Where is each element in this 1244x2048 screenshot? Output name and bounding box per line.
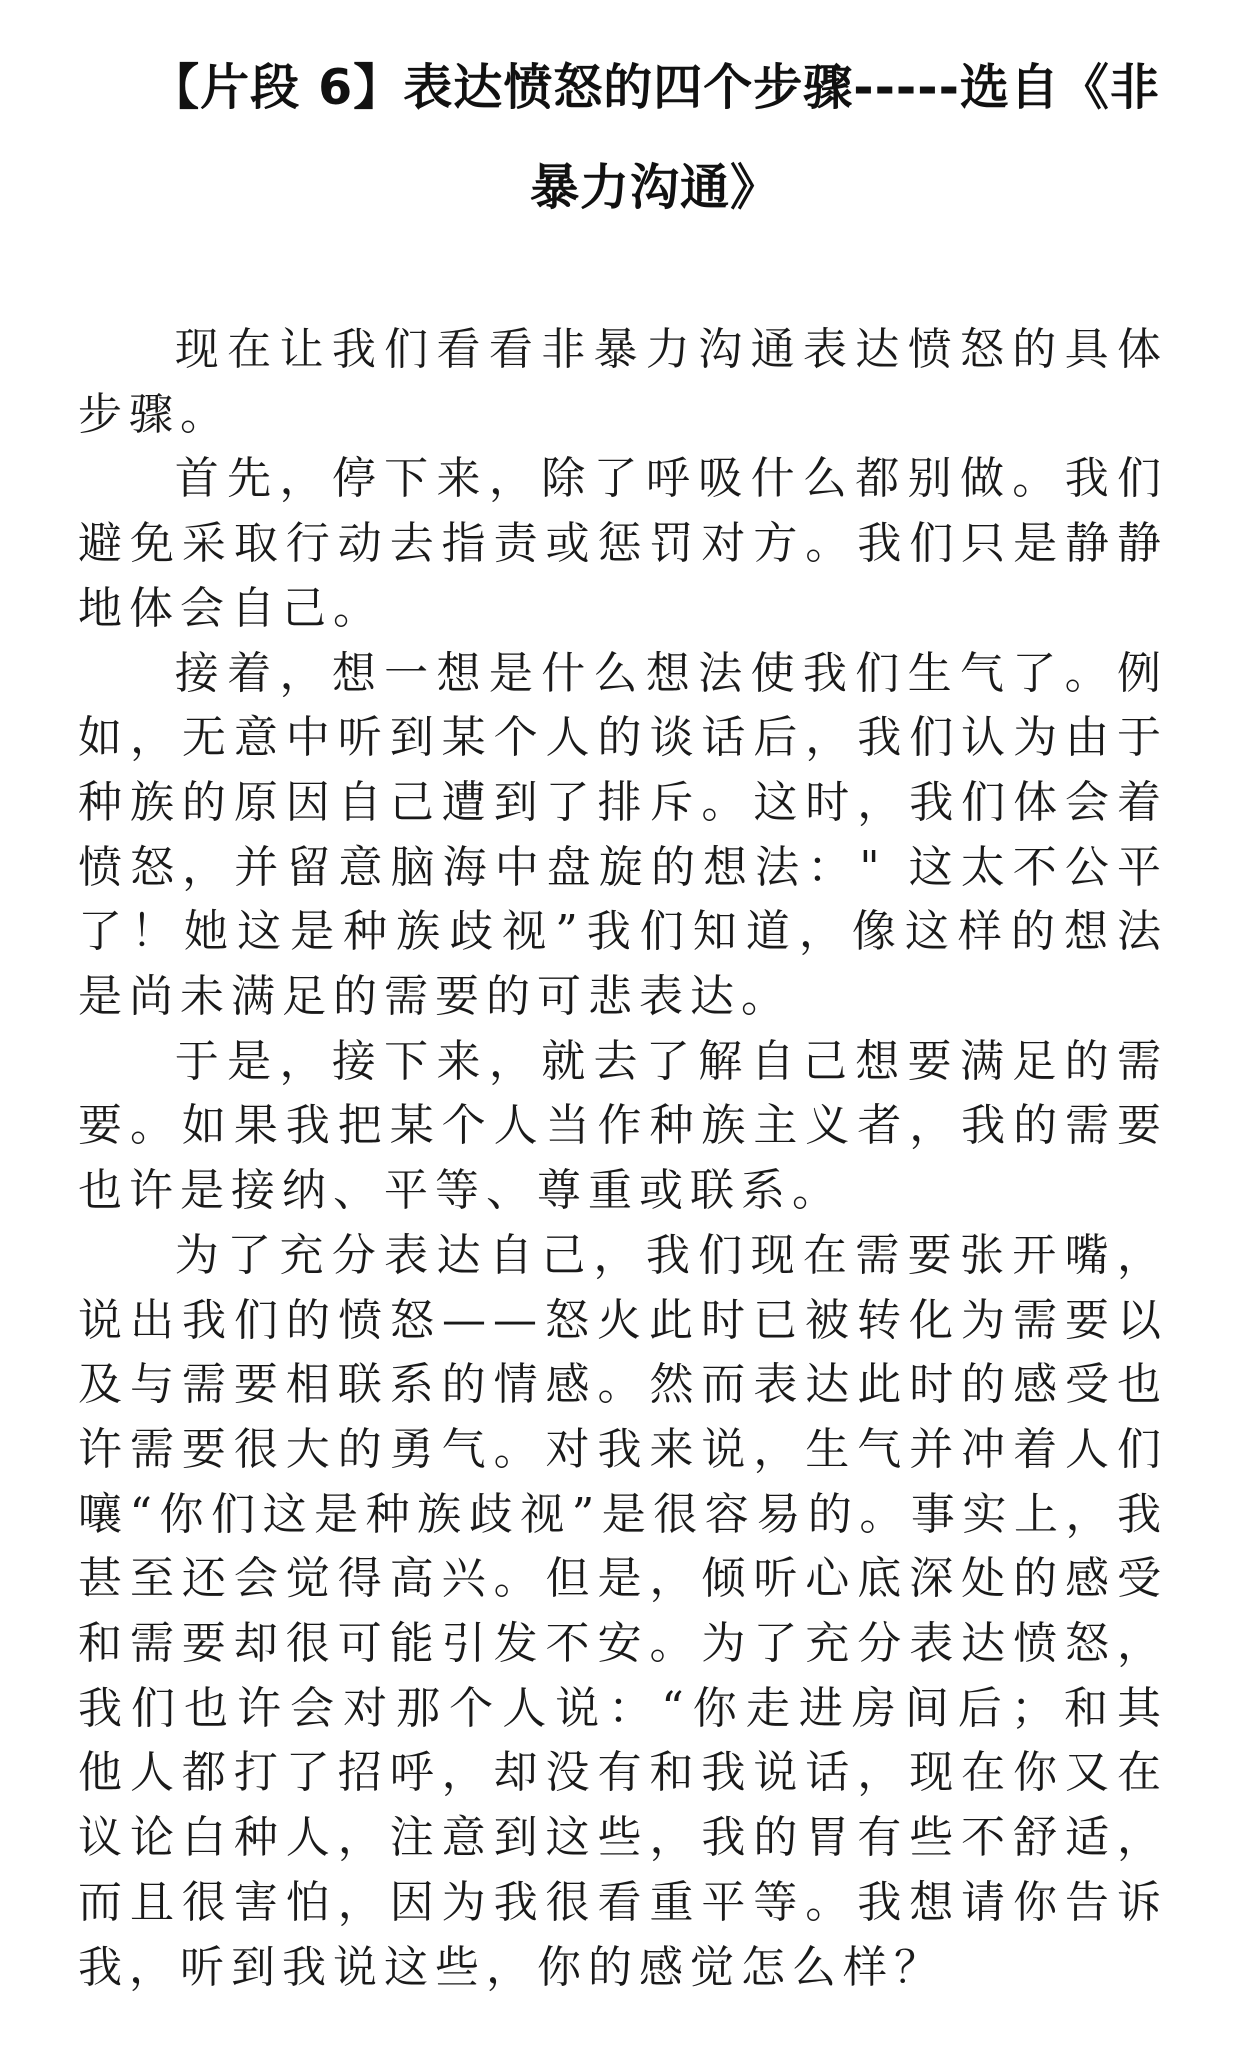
paragraph: 接着，想一想是什么想法使我们生气了。例如，无意中听到某个人的谈话后，我们认为由于种族的原因自己遭到了排斥。这时，我们体会着愤怒，并留意脑海中盘旋的想法：" 这太不公平了！她这是种族歧视”我们知道，像这样的想法是尚未满足的需要的可悲表达。: [78, 647, 1168, 1023]
document-body: [78, 318, 1168, 2000]
document-title: 【片段 6】表达愤怒的四个步骤-----选自《非暴力沟通》: [150, 59, 1160, 216]
paragraph: 首先，停下来，除了呼吸什么都别做。我们避免采取行动去指责或惩罚对方。我们只是静静地体会自己。: [78, 453, 1168, 634]
paragraph: 现在让我们看看非暴力沟通表达愤怒的具体步骤。: [78, 324, 1168, 440]
paragraph: 于是，接下来，就去了解自己想要满足的需要。如果我把某个人当作种族主义者，我的需要也许是接纳、平等、尊重或联系。: [78, 1035, 1168, 1217]
paragraph: 为了充分表达自己，我们现在需要张开嘴，说出我们的愤怒——怒火此时已被转化为需要以及与需要相联系的情感。然而表达此时的感受也许需要很大的勇气。对我来说，生气并冲着人们嚷“你们这是种族歧视”是很容易的。事实上，我甚至还会觉得高兴。但是，倾听心底深处的感受和需要却很可能引发不安。为了充分表达愤怒，我们也许会对那个人说：“你走进房间后；和其他人都打了招呼，却没有和我说话，现在你又在议论白种人，注意到这些，我的胃有些不舒适，而且很害怕，因为我很看重平等。我想请你告诉我，听到我说这些，你的感觉怎么样？: [78, 1229, 1168, 1993]
